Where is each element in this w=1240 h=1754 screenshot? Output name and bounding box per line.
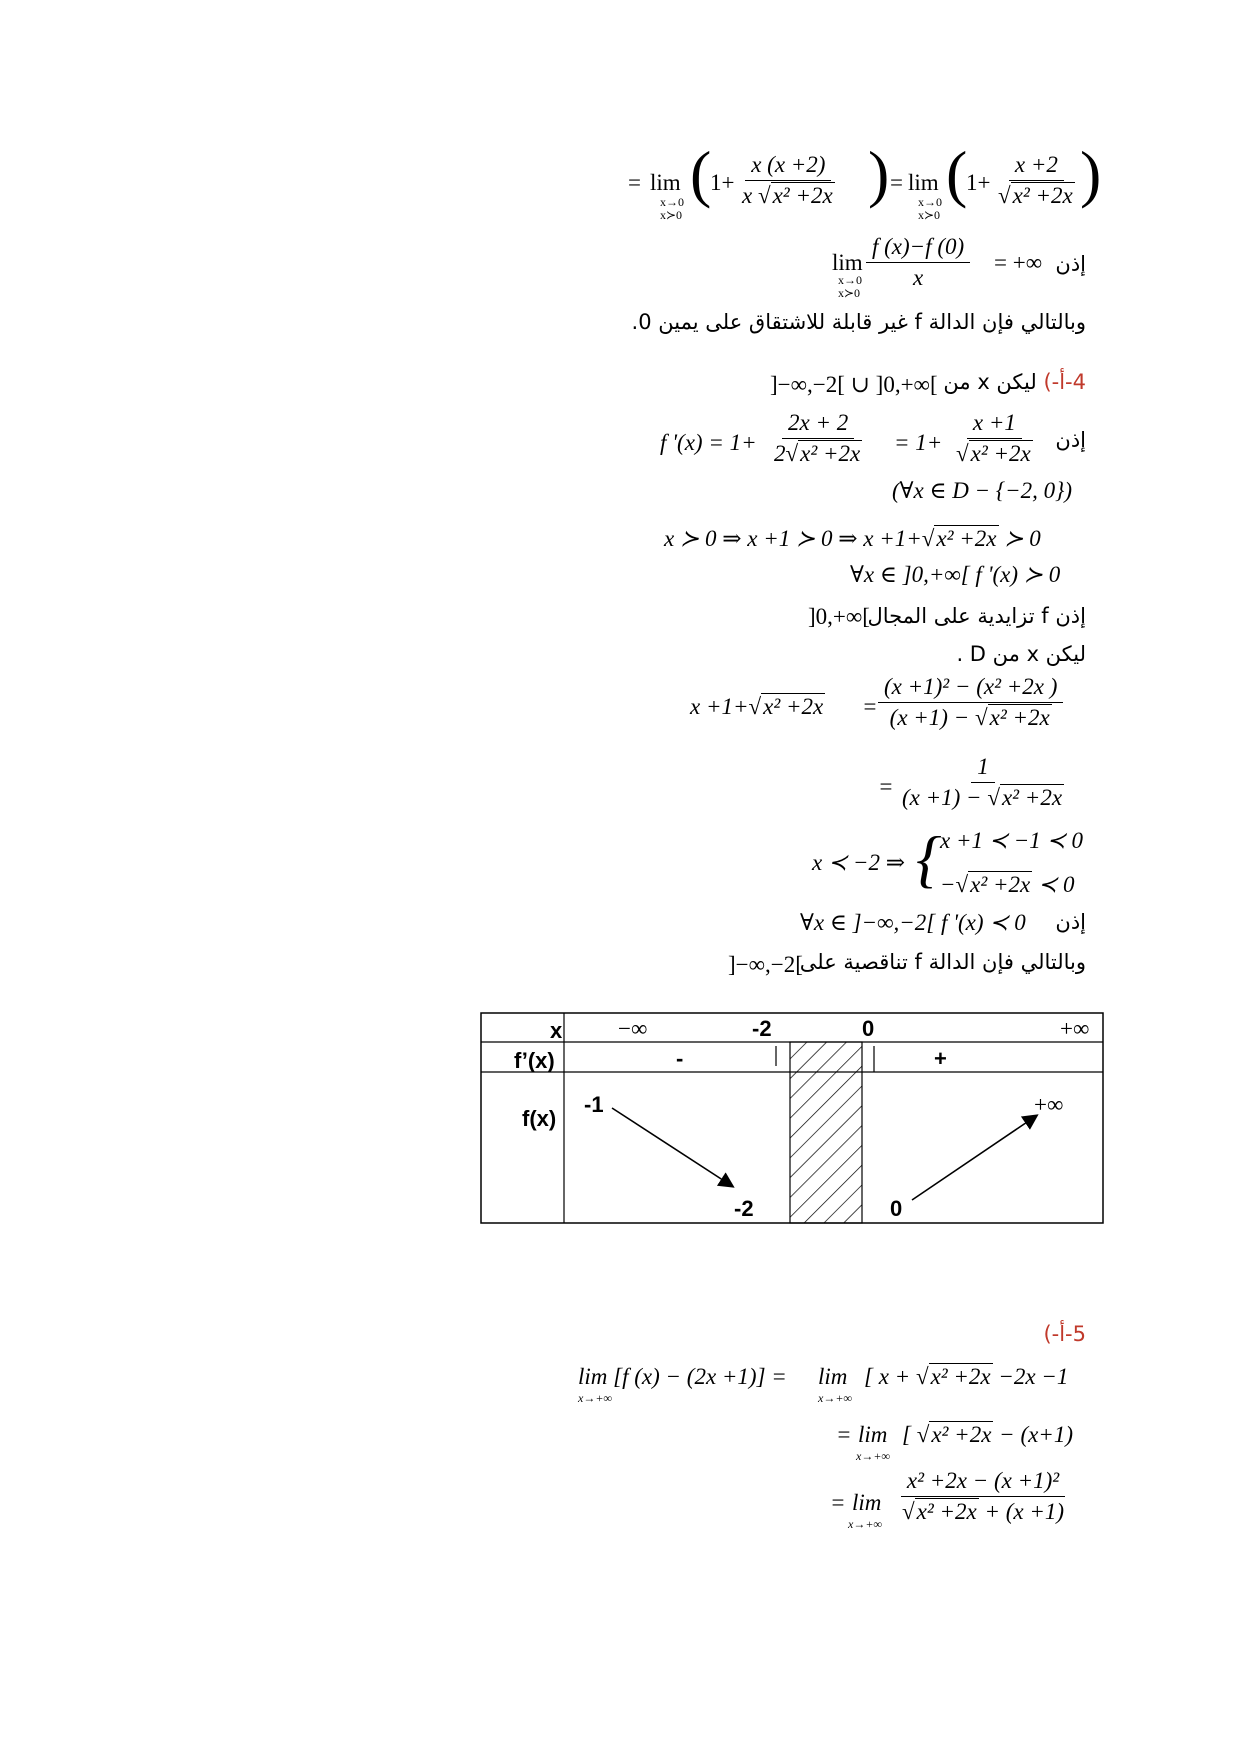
equation-one-over: = $\frac{1}{\text{(x +1) − √x² +2x}}$ [870, 752, 1090, 822]
eq1-one-plus-2: 1+ [966, 170, 991, 195]
eq1-lim-2: lim [908, 170, 939, 195]
forall-positive: ∀x ∈ ]0,+∞[ f '(x) ≻ 0 [850, 562, 1061, 587]
eq1-paren-open: ( [690, 138, 712, 209]
equation-limit-simplification [628, 138, 1102, 228]
q5-line3-fraction: $\frac{\text{x² +2x − (x +1)²}}{\text{√x² +2x + (x +1)}}$ [902, 1468, 1065, 1524]
table-x-zero: 0 [862, 1016, 875, 1041]
table-f-zero: 0 [890, 1196, 903, 1221]
eq1-paren-open-2: ( [946, 138, 968, 209]
eq2-rhs: = +∞ [994, 250, 1043, 275]
eq1-lim: lim [650, 170, 681, 195]
hatched-forbidden-zone [790, 1042, 862, 1223]
eq1-fraction-a-den: x √x² +2x [742, 183, 833, 208]
q5-line1: lim [f (x) − (2x +1)] = x→+∞ lim x→+∞ [ x + √x² +2x −2x −1 [578, 1364, 1069, 1405]
increasing-interval: ]0,+∞[ [808, 604, 870, 629]
table-f-label: f(x) [522, 1106, 557, 1131]
eq2-lim-subscript: x→0 x≻0 [838, 273, 862, 300]
q5-line2: = lim x→+∞ [ √x² +2x − (x+1) [836, 1422, 1073, 1463]
domain-note: (∀x ∈ D − {−2, 0}) [892, 478, 1072, 503]
eq1-equals-2: = [890, 170, 903, 195]
eq2-den: x [912, 265, 924, 290]
eq2-fraction [866, 234, 970, 291]
forall-negative: ∀x ∈ ]−∞,−2[ f '(x) ≺ 0 [800, 910, 1026, 935]
eq1-one-plus: 1+ [710, 170, 735, 195]
eq1-fraction-b-num: x +2 [1009, 152, 1064, 181]
table-x-neg-inf: −∞ [618, 1016, 648, 1041]
q4-text: ليكن x من [943, 370, 1037, 394]
table-f-pos-inf: +∞ [1034, 1092, 1064, 1117]
fprime-lhs: f '(x) = 1+ [660, 430, 757, 455]
let-x-in-D: ليكن x من D . [956, 642, 1086, 666]
q4-label: 4-أ-) [1043, 370, 1086, 394]
table-x-label: x [550, 1018, 563, 1043]
decreasing-arrow [612, 1108, 732, 1186]
table-f-minus1: -1 [584, 1092, 604, 1117]
fprime-idhan: إذن [1055, 428, 1086, 452]
fprime-frac1: $\frac{2x + 2}{\text{2√x² +2x}}$ [774, 410, 861, 466]
eq1-fraction-b [992, 152, 1081, 209]
q5-label: 5-أ-) [1043, 1322, 1086, 1346]
eq1-fraction-a-num: x (x +2) [745, 152, 831, 181]
equation-fprime [660, 408, 1100, 478]
one-over-fraction: $\frac{1}{\text{(x +1) − √x² +2x}}$ [902, 754, 1063, 810]
eq1-lim-subscript: x→0 x≻0 [660, 195, 684, 222]
eq2-num: f (x)−f (0) [866, 234, 970, 263]
table-x-minus2: -2 [752, 1016, 772, 1041]
conj-fraction: $\frac{\text{(x +1)² − (x² +2x )}}{\text{(x +1) − √x² +2x}}$ [878, 674, 1063, 731]
eq2-lim: lim [832, 250, 863, 275]
q4-interval: ]−∞,−2[ ∪ ]0,+∞[ [770, 372, 938, 397]
eq1-paren-close-2: ) [1080, 138, 1102, 209]
eq1-equals: = [628, 170, 641, 195]
conj-eq: = [862, 694, 878, 719]
table-fprime-label: f’(x) [514, 1048, 555, 1073]
table-f-minus2: -2 [734, 1196, 754, 1221]
forall-negative-idhan: إذن [1055, 910, 1086, 934]
eq1-fraction-a [736, 152, 841, 209]
fprime-mid: = 1+ [894, 430, 943, 455]
decreasing-text: وبالتالي فإن الدالة f تناقصية على [799, 950, 1086, 974]
implication-positive: x ≻ 0 ⇒ x +1 ≻ 0 ⇒ x +1+√x² +2x ≻ 0 [664, 526, 1041, 551]
fprime-frac2: $\frac{x +1}{\text{√x² +2x}}$ [956, 410, 1031, 466]
increasing-text: إذن f تزايدية على المجال [867, 604, 1086, 628]
case-implication: x ≺ −2 ⇒ { x +1 ≺ −1 ≺ 0 −√x² +2x ≺ 0 [812, 823, 1084, 897]
table-x-pos-inf: +∞ [1060, 1016, 1090, 1041]
variation-table [480, 1012, 1104, 1224]
table-sign-plus: + [934, 1046, 947, 1071]
eq1-fraction-b-den: √x² +2x [998, 183, 1073, 208]
increasing-arrow [912, 1116, 1036, 1200]
eq1-lim-subscript-2: x→0 x≻0 [918, 195, 942, 222]
conj-lhs: x +1+√x² +2x [690, 694, 824, 719]
eq2-idhan: إذن [1055, 252, 1086, 276]
q5-line3: = lim x→+∞ $\frac{\text{x² +2x − (x +1)²}}{\text{√x² +2x + (x +1)}}$ [830, 1464, 1110, 1544]
conclusion-not-differentiable: وبالتالي فإن الدالة f غير قابلة للاشتقاق على يمين 0. [631, 310, 1086, 334]
eq1-paren-close: ) [868, 138, 890, 209]
table-sign-minus: - [676, 1046, 684, 1071]
decreasing-interval: ]−∞,−2[ [728, 952, 803, 977]
q4-header [943, 370, 1086, 394]
equation-conjugate [690, 672, 1090, 752]
